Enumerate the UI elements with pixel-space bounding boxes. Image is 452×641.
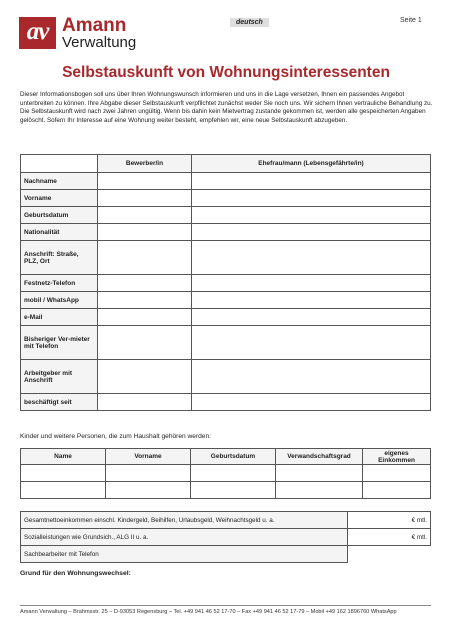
- col-name: Name: [21, 449, 106, 465]
- applicant-input[interactable]: [98, 173, 192, 190]
- net-income-input[interactable]: € mtl.: [348, 512, 431, 529]
- applicant-input[interactable]: [98, 292, 192, 309]
- header-applicant: Bewerber/in: [98, 155, 192, 173]
- col-firstname: Vorname: [106, 449, 191, 465]
- col-relationship: Verwandschaftsgrad: [276, 449, 363, 465]
- applicant-input[interactable]: [98, 394, 192, 411]
- reason-label: Grund für den Wohnungswechsel:: [20, 570, 131, 577]
- company-logo: av: [19, 17, 56, 49]
- household-input[interactable]: [191, 482, 276, 499]
- row-label: Anschrift: Straße, PLZ, Ort: [21, 241, 98, 275]
- applicant-input[interactable]: [98, 326, 192, 360]
- row-label: Vorname: [21, 190, 98, 207]
- company-subtitle: Verwaltung: [62, 34, 137, 51]
- household-input[interactable]: [363, 465, 431, 482]
- page-title: Selbstauskunft von Wohnungsinteressenten: [62, 64, 390, 81]
- household-input[interactable]: [21, 465, 106, 482]
- caseworker-label: Sachbearbeiter mit Telefon: [21, 546, 348, 563]
- social-benefits-label: Sozialleistungen wie Grundsich., ALG II u. a.: [21, 529, 348, 546]
- partner-input[interactable]: [191, 292, 430, 309]
- partner-input[interactable]: [191, 394, 430, 411]
- household-input[interactable]: [106, 482, 191, 499]
- row-label: beschäftigt seit: [21, 394, 98, 411]
- partner-input[interactable]: [191, 309, 430, 326]
- partner-input[interactable]: [191, 207, 430, 224]
- household-input[interactable]: [106, 465, 191, 482]
- row-label: Geburtsdatum: [21, 207, 98, 224]
- row-label: Nationalität: [21, 224, 98, 241]
- row-label: Nachname: [21, 173, 98, 190]
- partner-input[interactable]: [191, 241, 430, 275]
- empty-header-cell: [21, 155, 98, 173]
- page-number: Seite 1: [400, 17, 422, 24]
- household-input[interactable]: [21, 482, 106, 499]
- applicant-table: [20, 154, 431, 411]
- row-label: mobil / WhatsApp: [21, 292, 98, 309]
- row-label: Arbeitgeber mit Anschrift: [21, 360, 98, 394]
- col-income: eigenes Einkommen: [363, 449, 431, 465]
- partner-input[interactable]: [191, 224, 430, 241]
- household-table: [20, 448, 431, 499]
- partner-input[interactable]: [191, 360, 430, 394]
- row-label: e-Mail: [21, 309, 98, 326]
- row-label: Bisheriger Ver-mieter mit Telefon: [21, 326, 98, 360]
- applicant-input[interactable]: [98, 360, 192, 394]
- net-income-label: Gesamtnettoeinkommen einschl. Kindergeld, Beihilfen, Urlaubsgeld, Weihnachtsgeld u. a.: [21, 512, 348, 529]
- applicant-input[interactable]: [98, 224, 192, 241]
- company-name: Amann: [62, 15, 127, 36]
- footer-divider: [20, 605, 431, 606]
- header-partner: Ehefrau/mann (Lebensgefährte/in): [191, 155, 430, 173]
- household-input[interactable]: [191, 465, 276, 482]
- applicant-input[interactable]: [98, 241, 192, 275]
- household-input[interactable]: [276, 465, 363, 482]
- partner-input[interactable]: [191, 190, 430, 207]
- household-input[interactable]: [276, 482, 363, 499]
- applicant-input[interactable]: [98, 275, 192, 292]
- applicant-input[interactable]: [98, 190, 192, 207]
- income-table: [20, 511, 431, 563]
- household-input[interactable]: [363, 482, 431, 499]
- row-label: Festnetz-Telefon: [21, 275, 98, 292]
- applicant-input[interactable]: [98, 309, 192, 326]
- empty-cell: [348, 546, 431, 563]
- social-benefits-input[interactable]: € mtl.: [348, 529, 431, 546]
- language-badge[interactable]: deutsch: [230, 18, 269, 27]
- footer-contact: Amann Verwaltung – Brahmsstr. 25 – D-93053 Regensburg – Tel. +49 941 46 52 17-70 – Fax +49 941 46 52 17-79 – Mobil +49 162 1896760 WhatsApp: [20, 609, 397, 615]
- applicant-input[interactable]: [98, 207, 192, 224]
- household-label: Kinder und weitere Personen, die zum Haushalt gehören werden:: [20, 433, 211, 440]
- partner-input[interactable]: [191, 173, 430, 190]
- partner-input[interactable]: [191, 326, 430, 360]
- partner-input[interactable]: [191, 275, 430, 292]
- col-birthdate: Geburtsdatum: [191, 449, 276, 465]
- intro-text: Dieser Informationsbogen soll uns über Ihren Wohnungswunsch informieren und uns in die Lage versetzen, Ihnen ein passendes Angebot unterbreiten zu können. Ihre Abgabe dieser Selbstauskunft verpflichtet zunächst weder Sie noch uns. Wir sichern Ihnen vertrauliche Behandlung zu. Die Selbstauskunft wird nach zwei Jahren ungültig. Wenn bis dahin kein Mietvertrag zustande gekommen ist, werden alle gespeicherten Angaben gelöscht. Sofern Ihr Interesse auf eine Wohnung weiter besteht, empfehlen wir, eine neue Selbstauskunft abzugeben.: [20, 91, 433, 124]
